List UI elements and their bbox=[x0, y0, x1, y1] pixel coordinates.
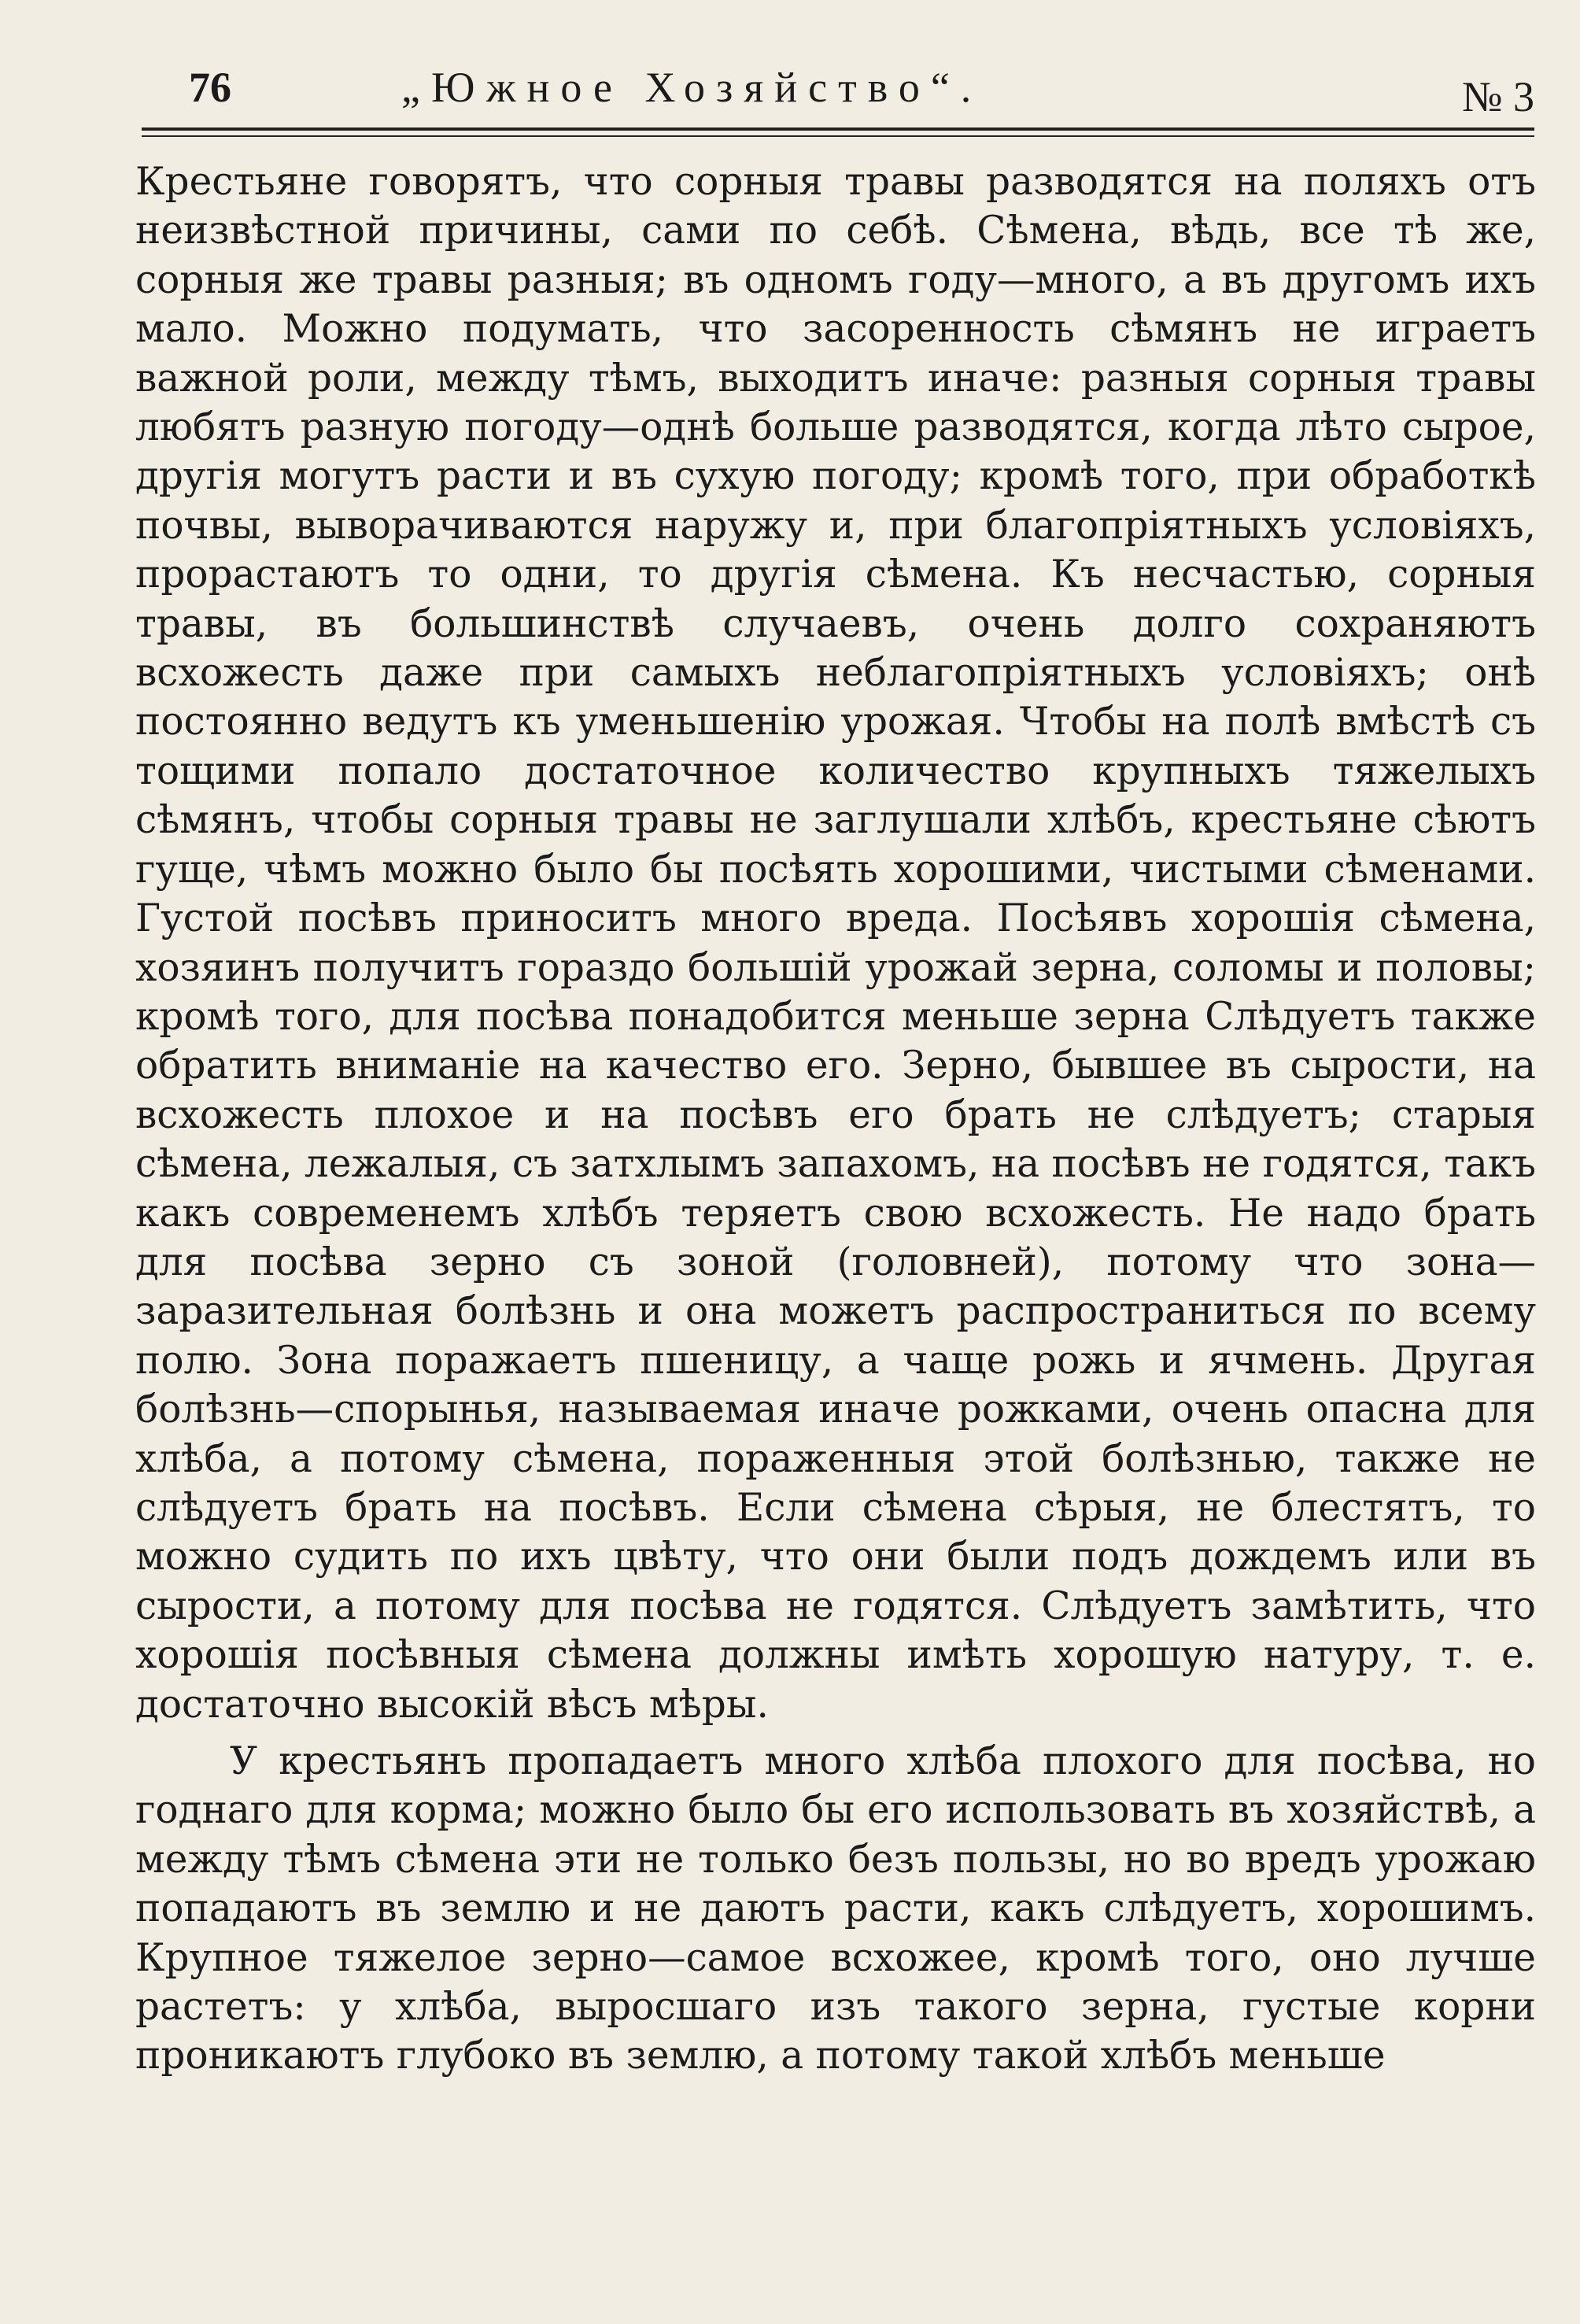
paragraph: Крестьяне говорятъ, что сорныя травы разводятся на поляхъ отъ неизвѣстной причины, сами по себѣ. Сѣмена, вѣдь, все тѣ же, сорныя же травы разныя; въ одномъ году—много, а въ другомъ ихъ мало. Можно подумать, что засоренность сѣмянъ не играетъ важной роли, между тѣмъ, выходитъ иначе: разныя сорныя травы любятъ разную погоду—однѣ больше разводятся, когда лѣто сырое, другія могутъ расти и въ сухую погоду; кромѣ того, при обработкѣ почвы, выворачиваются наружу и, при благопріятныхъ условіяхъ, прорастаютъ то одни, то другія сѣмена. Къ несчастью, сорныя травы, въ большинствѣ случаевъ, очень долго сохраняютъ всхожесть даже при самыхъ неблагопріятныхъ условіяхъ; онѣ постоянно ведутъ къ уменьшенію урожая. Чтобы на полѣ вмѣстѣ съ тощими попало достаточное количество крупныхъ тяжелыхъ сѣмянъ, чтобы сорныя травы не заглушали хлѣбъ, крестьяне сѣютъ гуще, чѣмъ можно было бы посѣять хорошими, чистыми сѣменами. Густой посѣвъ приноситъ много вреда. Посѣявъ хорошія сѣмена, хозяинъ получитъ гораздо большій урожай зерна, соломы и половы; кромѣ того, для посѣва понадобится меньше зерна Слѣдуетъ также обратить вниманіе на качество его. Зерно, бывшее въ сырости, на всхожесть плохое и на посѣвъ его брать не слѣдуетъ; старыя сѣмена, лежалыя, съ затхлымъ запахомъ, на посѣвъ не годятся, такъ какъ современемъ хлѣбъ теряетъ свою всхожесть. Не надо брать для посѣва зерно съ зоной (головней), потому что зона—заразительная болѣзнь и она можетъ распространиться по всему полю. Зона поражаетъ пшеницу, а чаще рожь и ячмень. Другая болѣзнь—спорынья, называемая иначе рожками, очень опасна для хлѣба, а потому сѣмена, пораженныя этой болѣзнью, также не слѣдуетъ брать на посѣвъ. Если сѣмена сѣрыя, не блестятъ, то можно судить по ихъ цвѣту, что они были подъ дождемъ или въ сырости, а потому для посѣва не годятся. Слѣдуетъ замѣтить, что хорошія посѣвныя сѣмена должны имѣть хорошую натуру, т. е. достаточно высокій вѣсъ мѣры. bbox=[135, 160, 1536, 1727]
page-number: 76 bbox=[189, 64, 231, 111]
header-rule-thin bbox=[142, 135, 1534, 137]
header-rule bbox=[142, 127, 1534, 131]
running-header bbox=[142, 63, 1534, 138]
paragraph: У крестьянъ пропадаетъ много хлѣба плохого для посѣва, но годнаго для корма; можно было бы его использовать въ хозяйствѣ, а между тѣмъ сѣмена эти не только безъ пользы, но во вредъ урожаю попадаютъ въ землю и не даютъ расти, какъ слѣдуетъ, хорошимъ. Крупное тяжелое зерно—самое всхожее, кромѣ того, оно лучше растетъ: у хлѣба, выросшаго изъ такого зерна, густые корни проникаютъ глубоко въ землю, а потому такой хлѣбъ меньше bbox=[135, 1739, 1536, 2078]
journal-title: „Южное Хозяйство“. bbox=[401, 64, 983, 111]
issue-number: № 3 bbox=[1461, 73, 1534, 120]
body-text bbox=[135, 157, 1536, 2081]
